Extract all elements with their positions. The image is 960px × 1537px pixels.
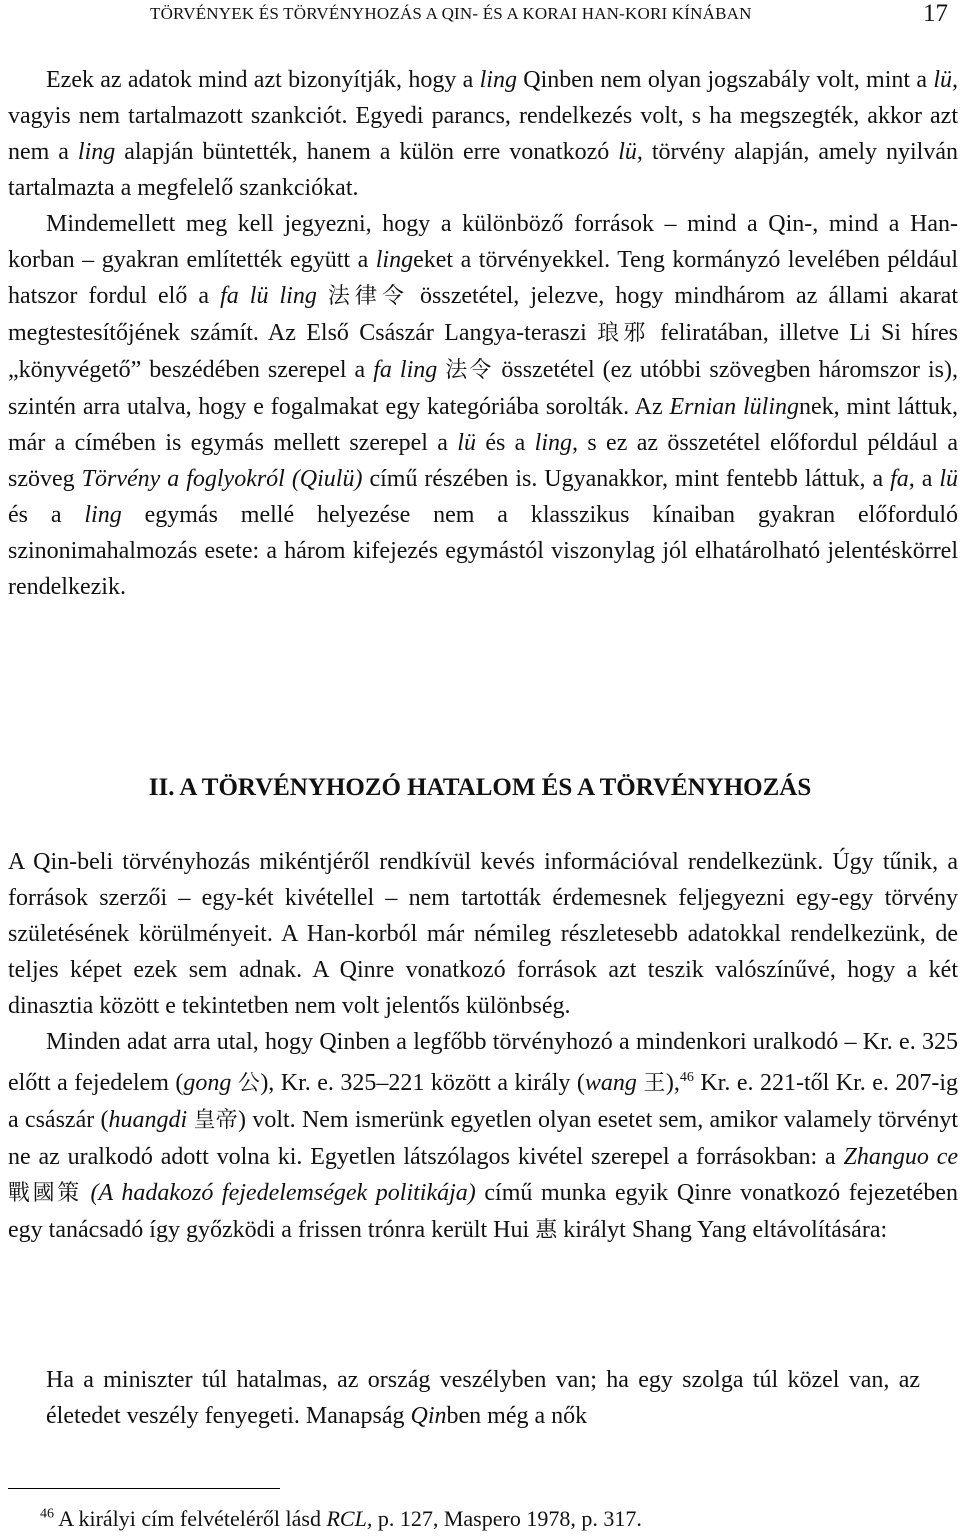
- term-wang: wang: [584, 1070, 637, 1096]
- footnote-number: 46: [40, 1506, 54, 1522]
- text-run: alapján büntették, hanem a külön erre vonatkozó: [115, 139, 619, 165]
- text-run: című munka egyik Qinre vonatkozó fejezetében egy tanácsadó így győzködi a frissen trónra került Hui: [8, 1180, 958, 1243]
- text-run: és a: [8, 502, 85, 528]
- text-run: ),: [665, 1070, 680, 1096]
- chinese-characters: 公: [237, 1071, 261, 1096]
- paragraph: A Qin-beli törvényhozás mikéntjéről rendkívül kevés információval rendelkezünk. Úgy tűnik, a források szerzői – egy-két kivétellel – nem tartották érdemesnek feljegyezni egy-egy törvény születésének körülményeit. A Han-korból már némileg részletesebb adatokkal rendelkezünk, de teljes képet ezek sem adnak. A Qinre vonatkozó források azt teszik valószínűvé, hogy a két dinasztia között e tekintetben nem volt jelentős különbség.: [8, 849, 958, 1019]
- text-run: vagyis nem tartalmazott szankciót. Egyedi parancs, rendelkezés volt, s ha megszegték, akkor azt nem a: [8, 103, 958, 165]
- text-run: Minden adat arra utal, hogy Qinben a legfőbb törvényhozó a mindenkori uralkodó – Kr. e. 325 előtt a fejedelem (: [8, 1029, 958, 1096]
- term-fa: fa,: [890, 466, 915, 492]
- text-run: s ez az összetétel előfordul például a szöveg: [8, 430, 958, 492]
- term-lu: lü: [457, 430, 476, 456]
- chinese-characters: 戰國策: [8, 1181, 82, 1206]
- text-run: ), Kr. e. 325–221 között a király (: [260, 1070, 585, 1096]
- text-run: A királyi cím felvételéről lásd: [54, 1506, 327, 1531]
- text-run: Qinben nem olyan jogszabály volt, mint a: [516, 67, 934, 93]
- text-run: Ha a miniszter túl hatalmas, az ország veszélyben van; ha egy szolga túl közel van, az életedet veszély fenyegeti. Manapság: [46, 1367, 920, 1429]
- text-run: eket a törvényekkel. Teng kormányzó levelében például hatszor fordul elő a: [8, 247, 958, 309]
- term-ling: ling: [375, 247, 414, 273]
- footnote-reference[interactable]: 46: [679, 1070, 694, 1085]
- paragraph: [8, 206, 958, 605]
- text-run: ) volt. Nem ismerünk egyetlen olyan esetet sem, amikor valamely törvényt ne az uralkodó adott volna ki. Egyetlen látszólagos kivétel szerepel a forrásokban: a: [8, 1107, 958, 1170]
- term-ling: ling: [479, 67, 517, 93]
- text-run: összetétel, jelezve, hogy mindhárom az állami akarat megtestesítőjének számít. Az Első Császár Langya-teraszi: [8, 283, 959, 346]
- text-run: a: [914, 466, 940, 492]
- paragraph: [8, 1024, 958, 1249]
- main-text: [8, 62, 958, 605]
- footnote-divider: [8, 1488, 280, 1489]
- block-quote: [46, 1362, 920, 1434]
- term-ling: ling: [84, 502, 122, 528]
- term-ling: ling: [77, 139, 116, 165]
- term-ling: ling,: [534, 430, 579, 456]
- work-title-translation: (A hadakozó fejedelemségek politikája): [90, 1180, 476, 1206]
- chinese-characters: 惠: [535, 1218, 558, 1243]
- chinese-characters: 王: [643, 1071, 666, 1096]
- text-run: és a: [475, 430, 535, 456]
- section-heading: II. A TÖRVÉNYHOZÓ HATALOM ÉS A TÖRVÉNYHOZÁS: [148, 774, 812, 801]
- text-run: királyt Shang Yang eltávolítására:: [557, 1217, 888, 1243]
- work-title: Törvény a foglyokról (Qiulü): [81, 466, 363, 492]
- term-huangdi: huangdi: [108, 1107, 188, 1133]
- term-lu: lü,: [933, 67, 958, 93]
- text-run: feliratában, illetve Li Si híres „könyvégető” beszédében szerepel a: [8, 320, 958, 383]
- term-lu: lü: [939, 466, 959, 492]
- text-run: p. 127, Maspero 1978, p. 317.: [372, 1506, 642, 1531]
- chinese-characters: 皇帝: [193, 1108, 239, 1133]
- footnote: [40, 1506, 642, 1532]
- section-text: [8, 844, 958, 1249]
- text-run: törvény alapján, amely nyilván tartalmazta a megfelelő szankciókat.: [8, 139, 958, 201]
- term-fa-lu-ling: fa lü ling: [220, 283, 317, 309]
- text-run: Kr. e. 221-től Kr. e. 207-ig a császár (: [8, 1070, 959, 1133]
- running-header: TÖRVÉNYEK ÉS TÖRVÉNYHOZÁS A QIN- ÉS A KORAI HAN-KORI KÍNÁBAN: [150, 4, 752, 23]
- page-number: 17: [923, 0, 948, 27]
- text-run: egymás mellé helyezése nem a klasszikus kínaiban gyakran előforduló szinonimahalmozás esete: a három kifejezés egymástól viszonylag jól elhatárolható jelentéskörrel rendelkezik.: [8, 502, 958, 600]
- chinese-characters: 法令: [445, 358, 494, 383]
- term-lu: lü,: [618, 139, 643, 165]
- chinese-characters: 琅邪: [597, 321, 650, 346]
- text-run: összetétel (ez utóbbi szövegben háromszor is), szintén arra utalva, hogy e fogalmakat egy kategóriába sorolták. Az: [8, 357, 958, 420]
- text-run: című részében is. Ugyanakkor, mint fentebb láttuk, a: [362, 466, 891, 492]
- paragraph: [8, 62, 958, 206]
- term-fa-ling: fa ling: [373, 357, 438, 383]
- work-title: Zhanguo ce: [843, 1144, 958, 1170]
- term-gong: gong: [183, 1070, 232, 1096]
- text-run: Ezek az adatok mind azt bizonyítják, hogy a: [46, 67, 480, 93]
- text-run: Mindemellett meg kell jegyezni, hogy a különböző források – mind a Qin-, mind a Han-korban – gyakran említették együtt a: [8, 211, 958, 273]
- text-run: nek, mint láttuk, már a címében is egymás mellett szerepel a: [8, 394, 959, 456]
- term-ernian-luling: Ernian lüling: [669, 394, 800, 420]
- term-qin: Qin: [410, 1403, 447, 1429]
- text-run: ben még a nők: [446, 1403, 588, 1429]
- chinese-characters: 法律令: [327, 284, 409, 309]
- citation-abbrev: RCL,: [326, 1506, 373, 1531]
